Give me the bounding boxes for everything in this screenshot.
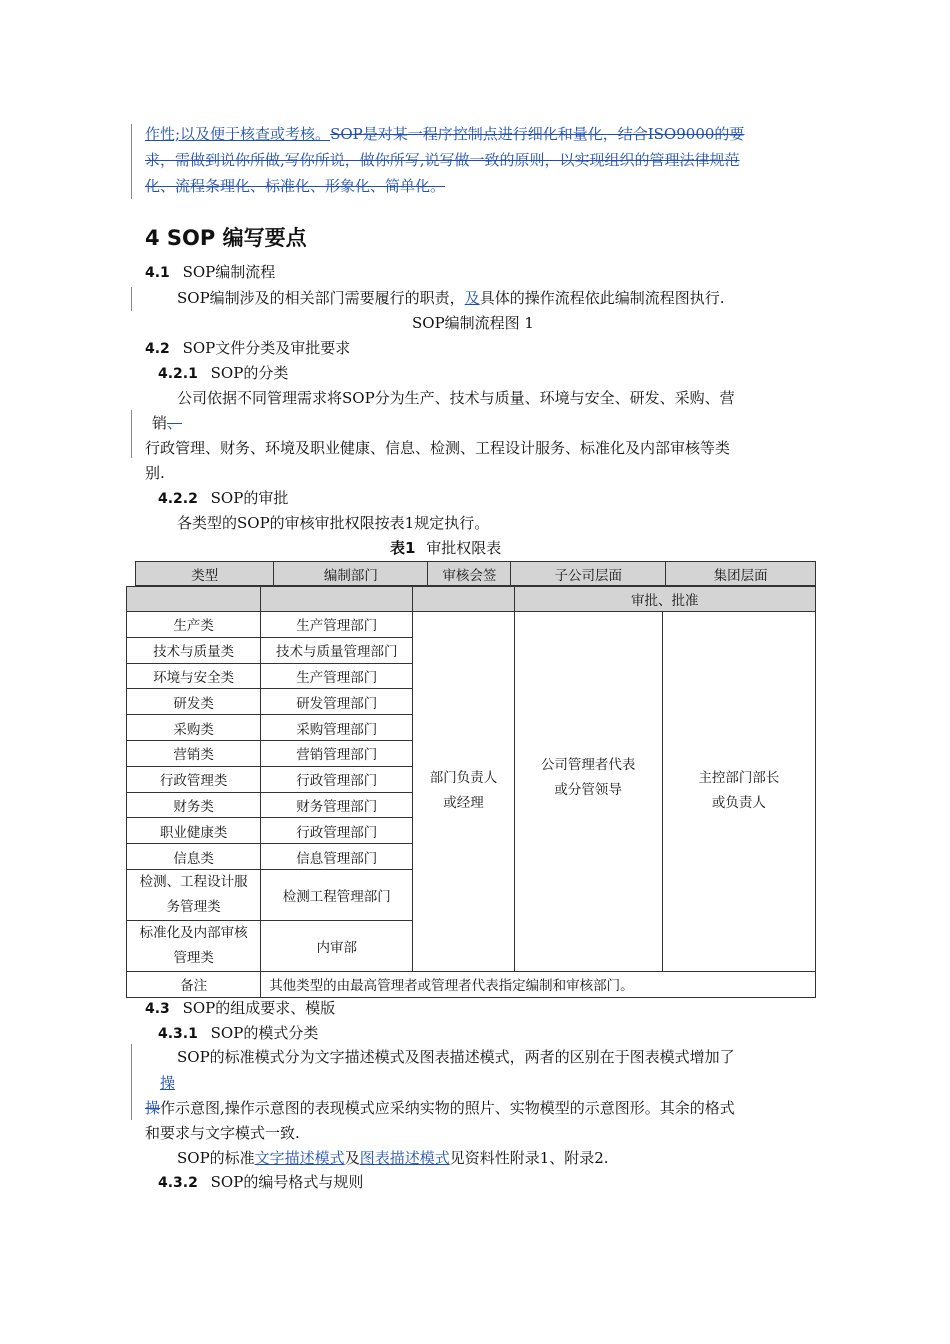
type-line: 标准化及内部审核 (139, 924, 248, 941)
cell-type: 信息类 (127, 844, 261, 870)
chart-mode-link[interactable]: 图表描述模式 (359, 1149, 450, 1167)
change-bar (131, 410, 132, 458)
paragraph-4-2-1-line4: 别. (145, 464, 165, 482)
cell-dept: 采购管理部门 (261, 715, 413, 741)
change-bar (131, 1044, 132, 1120)
caption-number: 表1 (390, 539, 416, 557)
cell-type: 财务类 (127, 792, 261, 818)
paragraph-4-3-1-line1: SOP的标准模式分为文字描述模式及图表描述模式，两者的区别在于图表模式增加了 (177, 1048, 735, 1066)
cell-type: 环境与安全类 (127, 663, 261, 689)
table-cell (127, 587, 261, 612)
deleted-text: 操 (145, 1099, 161, 1117)
review-line: 部门负责人 (429, 770, 498, 787)
cell-group (662, 612, 815, 972)
section-title: SOP编制流程 (182, 263, 276, 281)
paragraph-4-2-1-line2 (152, 411, 182, 436)
cell-subsidiary (514, 612, 662, 972)
cell-dept: 营销管理部门 (261, 740, 413, 766)
approval-table-header (135, 561, 816, 586)
header-review: 审核会签 (428, 562, 511, 586)
table-cell (413, 587, 514, 612)
paragraph-4-2-1-line1: 公司依据不同管理需求将SOP分为生产、技术与质量、环境与安全、研发、采购、营 (177, 389, 735, 407)
text-run: SOP的标准 (177, 1149, 255, 1167)
change-bar (131, 287, 132, 311)
paragraph-4-1 (177, 286, 724, 311)
heading-4-2 (145, 336, 350, 362)
section-number: 4.3 (145, 1001, 170, 1017)
heading-4-1 (145, 260, 275, 286)
cell-type: 职业健康类 (127, 818, 261, 844)
type-line: 管理类 (173, 949, 214, 966)
section-number: 4.2.1 (158, 366, 198, 382)
approve-label: 审批、批准 (514, 587, 815, 612)
type-line: 检测、工程设计服 (139, 873, 248, 890)
cell-type: 研发类 (127, 689, 261, 715)
cell-type: 生产类 (127, 612, 261, 638)
section-title: SOP的审批 (210, 489, 289, 507)
text-run: 销 (152, 414, 168, 432)
change-bar (131, 124, 132, 199)
heading-4-3 (145, 996, 335, 1022)
intro-line-3: 化、流程条理化、标准化、形象化、简单化。 (145, 177, 446, 195)
cell-type: 技术与质量类 (127, 637, 261, 663)
group-line: 主控部门部长 (698, 770, 780, 787)
heading-4-3-2 (158, 1170, 363, 1196)
header-group: 集团层面 (666, 562, 816, 586)
header-subsidiary: 子公司层面 (511, 562, 666, 586)
section-number: 4.3.1 (158, 1026, 198, 1042)
section-title: SOP的编号格式与规则 (210, 1173, 364, 1191)
type-line: 务管理类 (166, 898, 221, 915)
heading-4-2-1 (158, 361, 288, 387)
subsidiary-line: 公司管理者代表 (540, 757, 636, 774)
text-run: 及 (344, 1149, 360, 1167)
inserted-text: 操 (160, 1074, 176, 1092)
paragraph-4-3-1-line5 (177, 1146, 609, 1171)
cell-dept: 研发管理部门 (261, 689, 413, 715)
section-title: SOP的组成要求、模版 (182, 999, 336, 1017)
deleted-text: 、 (167, 414, 183, 432)
paragraph-4-2-2: 各类型的SOP的审核审批权限按表1规定执行。 (177, 514, 490, 532)
cell-review (413, 612, 514, 972)
section-number: 4.1 (145, 265, 170, 281)
deleted-text: SOP是对某一程序控制点进行细化和量化，结合ISO9000的要 (330, 125, 745, 143)
cell-type: 采购类 (127, 715, 261, 741)
text-mode-link[interactable]: 文字描述模式 (254, 1149, 345, 1167)
review-line: 或经理 (443, 795, 484, 812)
intro-line-2: 求，需做到说你所做,写你所说，做你所写,说写做一致的原则，以实现组织的管理法律规范 (145, 151, 740, 169)
subsidiary-line: 或分管领导 (554, 782, 622, 799)
text-run: 具体的操作流程依此编制流程图执行. (479, 289, 725, 307)
cell-type (127, 920, 261, 971)
inserted-link-text[interactable]: 及 (464, 289, 480, 307)
paragraph-4-2-1-line3: 行政管理、财务、环境及职业健康、信息、检测、工程设计服务、标准化及内部审核等类 (145, 439, 731, 457)
paragraph-4-3-1-line3 (145, 1096, 735, 1121)
text-run: 作示意图,操作示意图的表现模式应采纳实物的照片、实物模型的示意图形。其余的格式 (160, 1099, 735, 1117)
cell-type: 行政管理类 (127, 766, 261, 792)
cell-type (127, 869, 261, 920)
cell-dept: 行政管理部门 (261, 818, 413, 844)
cell-dept: 生产管理部门 (261, 612, 413, 638)
section-number: 4.3.2 (158, 1175, 198, 1191)
cell-dept: 检测工程管理部门 (261, 869, 413, 920)
note-text: 其他类型的由最高管理者或管理者代表指定编制和审核部门。 (261, 971, 816, 997)
cell-dept: 内审部 (261, 920, 413, 971)
cell-type: 营销类 (127, 740, 261, 766)
inserted-text: 作性;以及便于核查或考核。 (145, 125, 331, 143)
approval-table (126, 586, 816, 998)
section-number: 4.2.2 (158, 491, 198, 507)
text-run: SOP编制涉及的相关部门需要履行的职责， (177, 289, 465, 307)
caption-text: 审批权限表 (426, 539, 502, 557)
group-line: 或负责人 (711, 795, 766, 812)
cell-dept: 财务管理部门 (261, 792, 413, 818)
cell-dept: 行政管理部门 (261, 766, 413, 792)
text-run: 见资料性附录1、附录2. (449, 1149, 609, 1167)
table-cell (261, 587, 413, 612)
intro-line-1 (145, 122, 744, 147)
section-title: SOP的模式分类 (210, 1024, 319, 1042)
section-title: SOP文件分类及审批要求 (182, 339, 351, 357)
heading-4-3-1 (158, 1021, 318, 1047)
note-label: 备注 (127, 971, 261, 997)
section-title: SOP的分类 (210, 364, 289, 382)
section-number: 4.2 (145, 341, 170, 357)
cell-dept: 生产管理部门 (261, 663, 413, 689)
table-caption (390, 536, 501, 561)
header-type: 类型 (136, 562, 274, 586)
figure-caption: SOP编制流程图 1 (412, 314, 534, 332)
paragraph-4-3-1-line4: 和要求与文字模式一致. (145, 1124, 300, 1142)
header-dept: 编制部门 (274, 562, 428, 586)
heading-4-2-2 (158, 486, 288, 512)
cell-dept: 信息管理部门 (261, 844, 413, 870)
section-4-heading: 4 SOP 编写要点 (145, 226, 307, 250)
cell-dept: 技术与质量管理部门 (261, 637, 413, 663)
